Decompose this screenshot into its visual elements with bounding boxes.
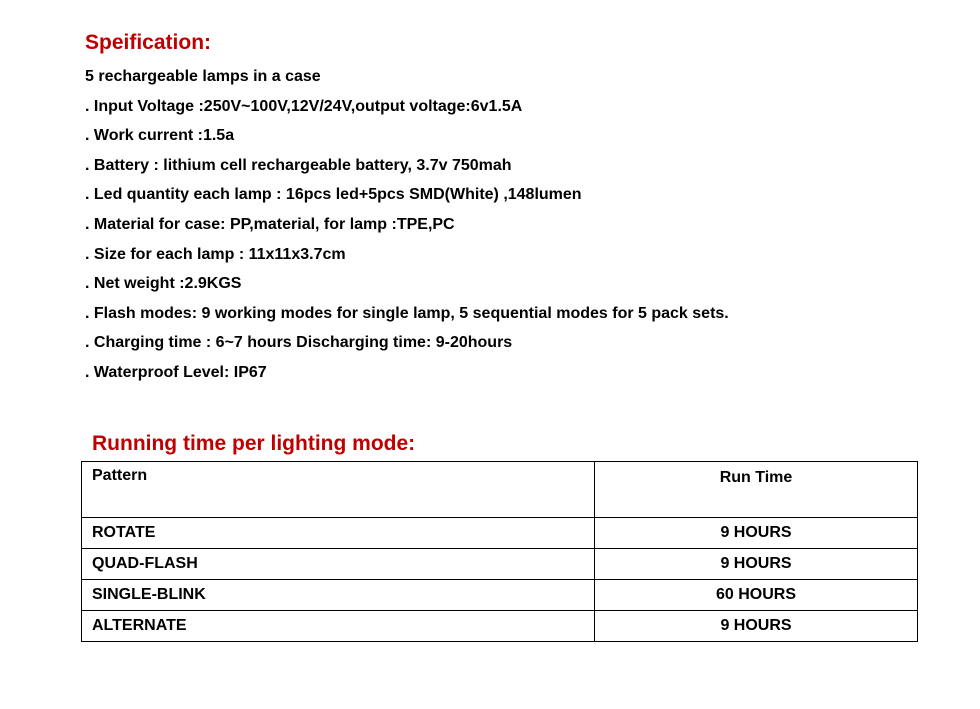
spec-item: 5 rechargeable lamps in a case — [85, 68, 321, 85]
spec-item: . Size for each lamp : 11x11x3.7cm — [85, 245, 346, 263]
running-time-title-text: Running time per lighting mode — [92, 432, 409, 455]
spec-item: . Net weight :2.9KGS — [85, 275, 242, 293]
spec-item: . Waterproof Level: IP67 — [85, 363, 267, 381]
run-time-cell: 9 HOURS — [595, 518, 918, 549]
table-row — [82, 580, 918, 611]
running-time-title-colon: : — [408, 432, 416, 455]
run-time-cell: 9 HOURS — [595, 611, 918, 642]
specification-list — [85, 67, 729, 393]
table-header-row — [82, 462, 918, 518]
pattern-column-header: Pattern — [82, 462, 595, 518]
running-time-title — [92, 432, 415, 456]
spec-item: . Led quantity each lamp : 16pcs led+5pcs SMD(White) ,148lumen — [85, 186, 582, 204]
table-row — [82, 518, 918, 549]
pattern-cell: ALTERNATE — [82, 611, 595, 642]
run-time-column-header: Run Time — [595, 462, 918, 518]
running-time-table — [81, 461, 918, 642]
table-row — [82, 611, 918, 642]
spec-item: . Input Voltage :250V~100V,12V/24V,output voltage:6v1.5A — [85, 97, 523, 115]
spec-item: . Work current :1.5a — [85, 127, 235, 145]
spec-item: . Material for case: PP,material, for lamp :TPE,PC — [85, 215, 455, 233]
table-row — [82, 549, 918, 580]
pattern-cell: QUAD-FLASH — [82, 549, 595, 580]
run-time-cell: 9 HOURS — [595, 549, 918, 580]
spec-item: . Charging time : 6~7 hours Discharging time: 9-20hours — [85, 334, 513, 352]
specification-title: Speification: — [85, 31, 212, 54]
spec-item: . Flash modes: 9 working modes for single lamp, 5 sequential modes for 5 pack sets. — [85, 304, 729, 322]
spec-item: . Battery : lithium cell rechargeable battery, 3.7v 750mah — [85, 156, 512, 174]
run-time-cell: 60 HOURS — [595, 580, 918, 611]
pattern-cell: SINGLE-BLINK — [82, 580, 595, 611]
pattern-cell: ROTATE — [82, 518, 595, 549]
